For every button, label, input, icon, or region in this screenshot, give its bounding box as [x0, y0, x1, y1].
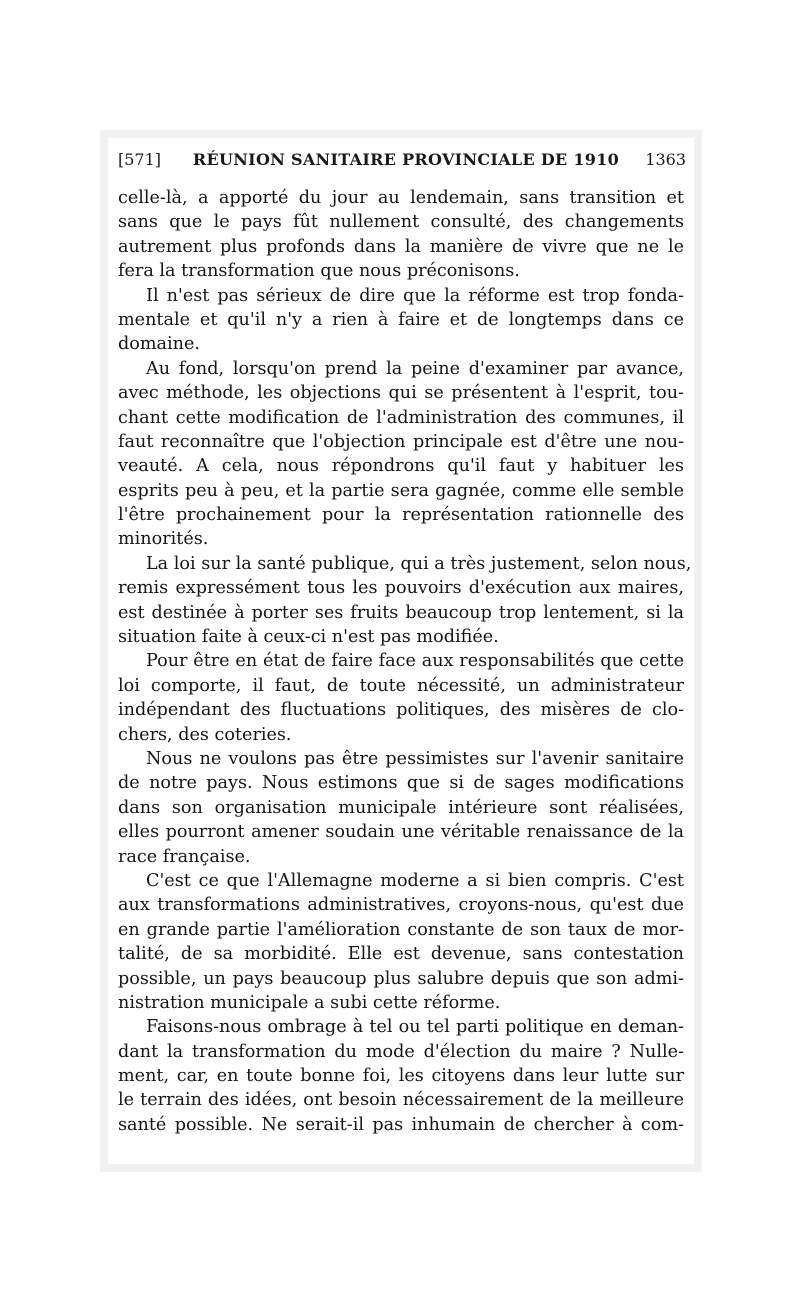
- text-line: esprits peu à peu, et la partie sera gagnée, comme elle semble: [118, 480, 684, 501]
- text-line: loi comporte, il faut, de toute nécessité, un administrateur: [118, 675, 684, 696]
- text-line: de notre pays. Nous estimons que si de sages modifications: [118, 773, 684, 794]
- text-line: mentale et qu'il n'y a rien à faire et de longtemps dans ce: [118, 309, 684, 330]
- text-line: Pour être en état de faire face aux responsabilités que cette: [146, 651, 684, 672]
- text-line: dans son organisation municipale intérieure sont réalisées,: [118, 797, 684, 818]
- text-line: celle-là, a apporté du jour au lendemain, sans transition et: [118, 188, 684, 208]
- folio-number: [571]: [118, 150, 162, 169]
- text-line: C'est ce que l'Allemagne moderne a si bien compris. C'est: [146, 870, 684, 891]
- text-line: faut reconnaître que l'objection principale est d'être une nou-: [118, 431, 684, 452]
- paragraph: [118, 552, 692, 650]
- text-line: le terrain des idées, ont besoin nécessairement de la meilleure: [118, 1090, 684, 1111]
- text-line: ment, car, en toute bonne foi, les citoyens dans leur lutte sur: [118, 1066, 684, 1087]
- text-line: Faisons-nous ombrage à tel ou tel parti politique en deman-: [146, 1017, 684, 1038]
- text-line: remis expressément tous les pouvoirs d'exécution aux maires,: [118, 578, 684, 599]
- text-line: chant cette modification de l'administration des communes, il: [118, 407, 684, 428]
- paragraph: [118, 747, 684, 869]
- text-line: elles pourront amener soudain une véritable renaissance de la: [118, 822, 684, 843]
- text-line: sans que le pays fût nullement consulté, des changements: [118, 212, 684, 233]
- text-line: nistration municipale a subi cette réforme.: [118, 992, 501, 1013]
- text-line: domaine.: [118, 334, 200, 355]
- paragraph: [118, 649, 684, 747]
- page-header: [118, 150, 694, 176]
- text-line: autrement plus profonds dans la manière de vivre que ne le: [118, 236, 684, 257]
- page-number: 1363: [645, 150, 686, 169]
- text-line: l'être prochainement pour la représentation rationnelle des: [118, 505, 684, 526]
- text-line: veauté. A cela, nous répondrons qu'il faut y habituer les: [118, 456, 684, 477]
- paragraph: [118, 1015, 684, 1137]
- text-line: fera la transformation que nous préconisons.: [118, 261, 520, 282]
- text-line: La loi sur la santé publique, qui a très justement, selon nous,: [146, 553, 692, 574]
- text-line: Au fond, lorsqu'on prend la peine d'examiner par avance,: [146, 358, 684, 379]
- paragraph: [118, 869, 684, 1015]
- text-line: est destinée à porter ses fruits beaucoup trop lentement, si la: [118, 602, 684, 623]
- text-line: avec méthode, les objections qui se présentent à l'esprit, tou-: [118, 383, 684, 404]
- text-line: chers, des coteries.: [118, 724, 292, 745]
- text-line: Il n'est pas sérieux de dire que la réforme est trop fonda-: [146, 285, 684, 306]
- text-line: race française.: [118, 846, 251, 867]
- text-line: dant la transformation du mode d'élection du maire ? Nulle-: [118, 1041, 684, 1062]
- paragraph: [118, 357, 684, 552]
- text-line: possible, un pays beaucoup plus salubre depuis que son admi-: [118, 968, 684, 989]
- paragraph: [118, 284, 684, 357]
- running-title: RÉUNION SANITAIRE PROVINCIALE DE 1910: [192, 150, 620, 169]
- body-text: [118, 186, 692, 1137]
- text-line: santé possible. Ne serait-il pas inhumain de chercher à com-: [118, 1114, 684, 1135]
- book-page: [108, 138, 694, 1164]
- text-line: en grande partie l'amélioration constante de son taux de mor-: [118, 919, 684, 940]
- paragraph: [118, 186, 684, 284]
- text-line: situation faite à ceux-ci n'est pas modifiée.: [118, 627, 499, 648]
- text-line: Nous ne voulons pas être pessimistes sur l'avenir sanitaire: [146, 748, 684, 769]
- text-line: indépendant des fluctuations politiques, des misères de clo-: [118, 700, 684, 721]
- text-line: aux transformations administratives, croyons-nous, qu'est due: [118, 895, 684, 916]
- text-line: talité, de sa morbidité. Elle est devenue, sans contestation: [118, 944, 684, 965]
- text-line: minorités.: [118, 529, 209, 550]
